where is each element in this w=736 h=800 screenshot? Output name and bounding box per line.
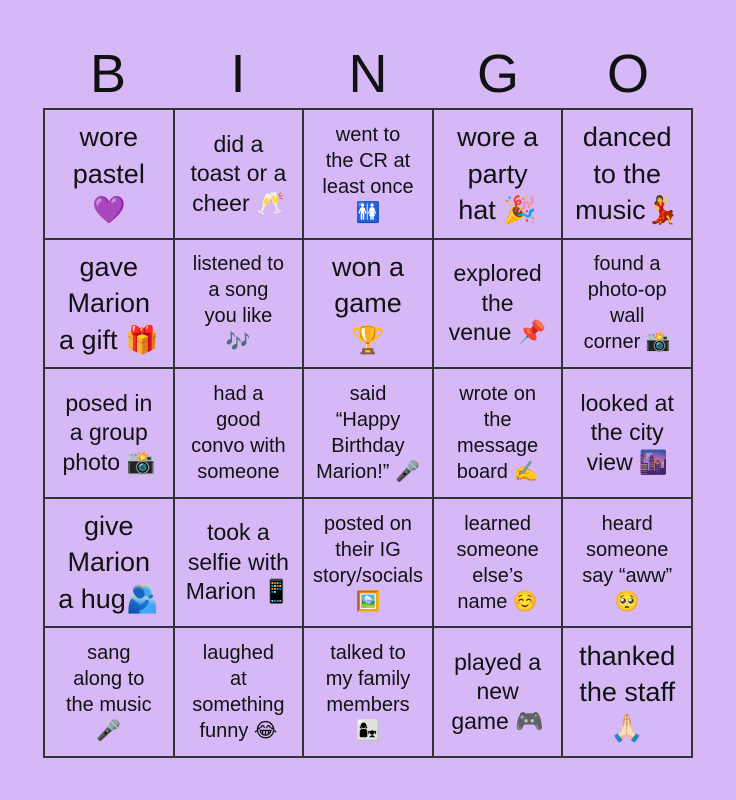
header-letter-o: O	[606, 44, 649, 104]
bingo-cell[interactable]: give Marion a hug🫂	[44, 498, 174, 628]
bingo-cell[interactable]: had a good convo with someone	[174, 368, 304, 498]
bingo-cell[interactable]: found a photo-op wall corner 📸	[562, 239, 692, 369]
bingo-cell[interactable]: did a toast or a cheer 🥂	[174, 109, 304, 239]
bingo-cell[interactable]: gave Marion a gift 🎁	[44, 239, 174, 369]
header-letter-g: G	[476, 44, 519, 104]
bingo-card-grid	[43, 108, 693, 758]
header-letter-b: B	[89, 44, 127, 104]
bingo-cell[interactable]: won a game 🏆	[303, 239, 433, 369]
bingo-cell[interactable]: danced to the music💃	[562, 109, 692, 239]
header-letter-i: I	[230, 44, 246, 104]
bingo-cell[interactable]: wore pastel 💜	[44, 109, 174, 239]
bingo-cell[interactable]: looked at the city view 🌆	[562, 368, 692, 498]
bingo-cell[interactable]: explored the venue 📌	[433, 239, 563, 369]
bingo-cell[interactable]: thanked the staff 🙏🏻	[562, 627, 692, 757]
bingo-cell[interactable]: wore a party hat 🎉	[433, 109, 563, 239]
bingo-cell[interactable]: took a selfie with Marion 📱	[174, 498, 304, 628]
bingo-cell[interactable]: posted on their IG story/socials 🖼️	[303, 498, 433, 628]
bingo-cell[interactable]: wrote on the message board ✍️	[433, 368, 563, 498]
bingo-cell[interactable]: played a new game 🎮	[433, 627, 563, 757]
bingo-cell[interactable]: said “Happy Birthday Marion!” 🎤	[303, 368, 433, 498]
bingo-header	[43, 40, 693, 108]
bingo-cell[interactable]: sang along to the music 🎤	[44, 627, 174, 757]
bingo-cell[interactable]: listened to a song you like 🎶	[174, 239, 304, 369]
bingo-cell[interactable]: heard someone say “aww” 🥺	[562, 498, 692, 628]
bingo-cell[interactable]: talked to my family members 👩‍👧	[303, 627, 433, 757]
bingo-cell[interactable]: went to the CR at least once 🚻	[303, 109, 433, 239]
bingo-cell[interactable]: posed in a group photo 📸	[44, 368, 174, 498]
bingo-cell[interactable]: learned someone else’s name ☺️	[433, 498, 563, 628]
header-letter-n: N	[348, 44, 388, 104]
bingo-cell[interactable]: laughed at something funny 😂	[174, 627, 304, 757]
